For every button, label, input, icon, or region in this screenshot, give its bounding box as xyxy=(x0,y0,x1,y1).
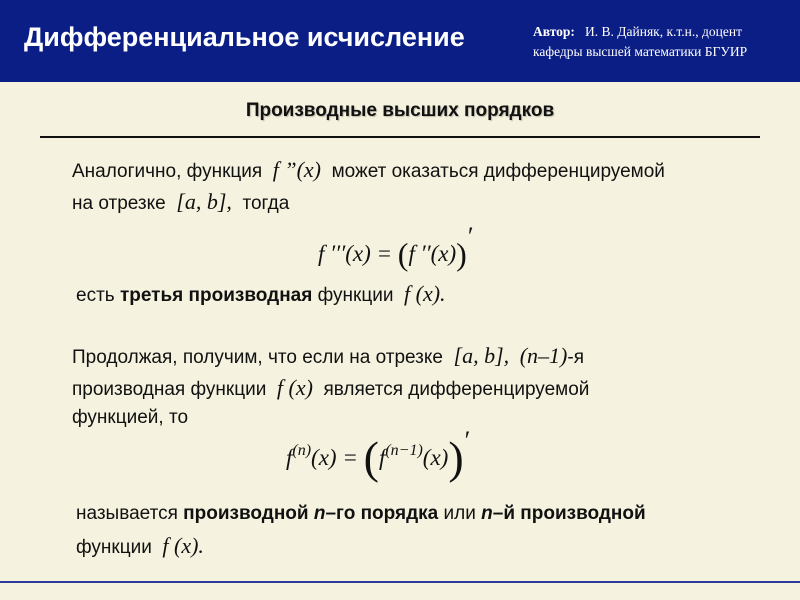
author-block xyxy=(533,22,747,62)
footer-divider xyxy=(0,581,800,583)
interval-ab-1: [a, b], xyxy=(176,189,232,214)
formula-third-derivative: f ′′′(x) = (f ′′(x))′ xyxy=(318,222,474,272)
f-double-prime: f ”(x) xyxy=(272,157,321,182)
paragraph-4-line-2: функции f (x). xyxy=(76,533,204,558)
title-divider xyxy=(40,136,760,138)
author-line-2: кафедры высшей математики БГУИР xyxy=(533,44,748,59)
paragraph-4-line-1: называется производной n–го порядка или n–й производной xyxy=(76,503,646,524)
author-line-1: Автор: И. В. Дайняк, к.т.н., доцент xyxy=(533,24,742,39)
paragraph-1-line-1: Аналогично, функция f ”(x) может оказаться дифференцируемой xyxy=(72,157,665,182)
header-bar xyxy=(0,0,800,82)
author-label: Автор: xyxy=(533,24,575,39)
course-title: Дифференциальное исчисление xyxy=(24,22,465,52)
paragraph-3-line-2: производная функции f (x) является дифференцируемой xyxy=(72,375,590,400)
paragraph-3-line-3: функцией, то xyxy=(72,407,189,428)
paragraph-3-line-1: Продолжая, получим, что если на отрезке [a, b], (n–1)-я xyxy=(72,343,584,368)
section-title: Производные высших порядков xyxy=(245,100,555,121)
term-third-derivative: третья производная xyxy=(119,285,313,306)
paragraph-1-line-2: на отрезке [a, b], тогда xyxy=(72,189,290,214)
paragraph-2: есть третья производная функции f (x). xyxy=(76,281,446,306)
formula-nth-derivative: $f^{(n)}(x) = (f^{(n-1)}(x))'$ xyxy=(286,426,471,483)
